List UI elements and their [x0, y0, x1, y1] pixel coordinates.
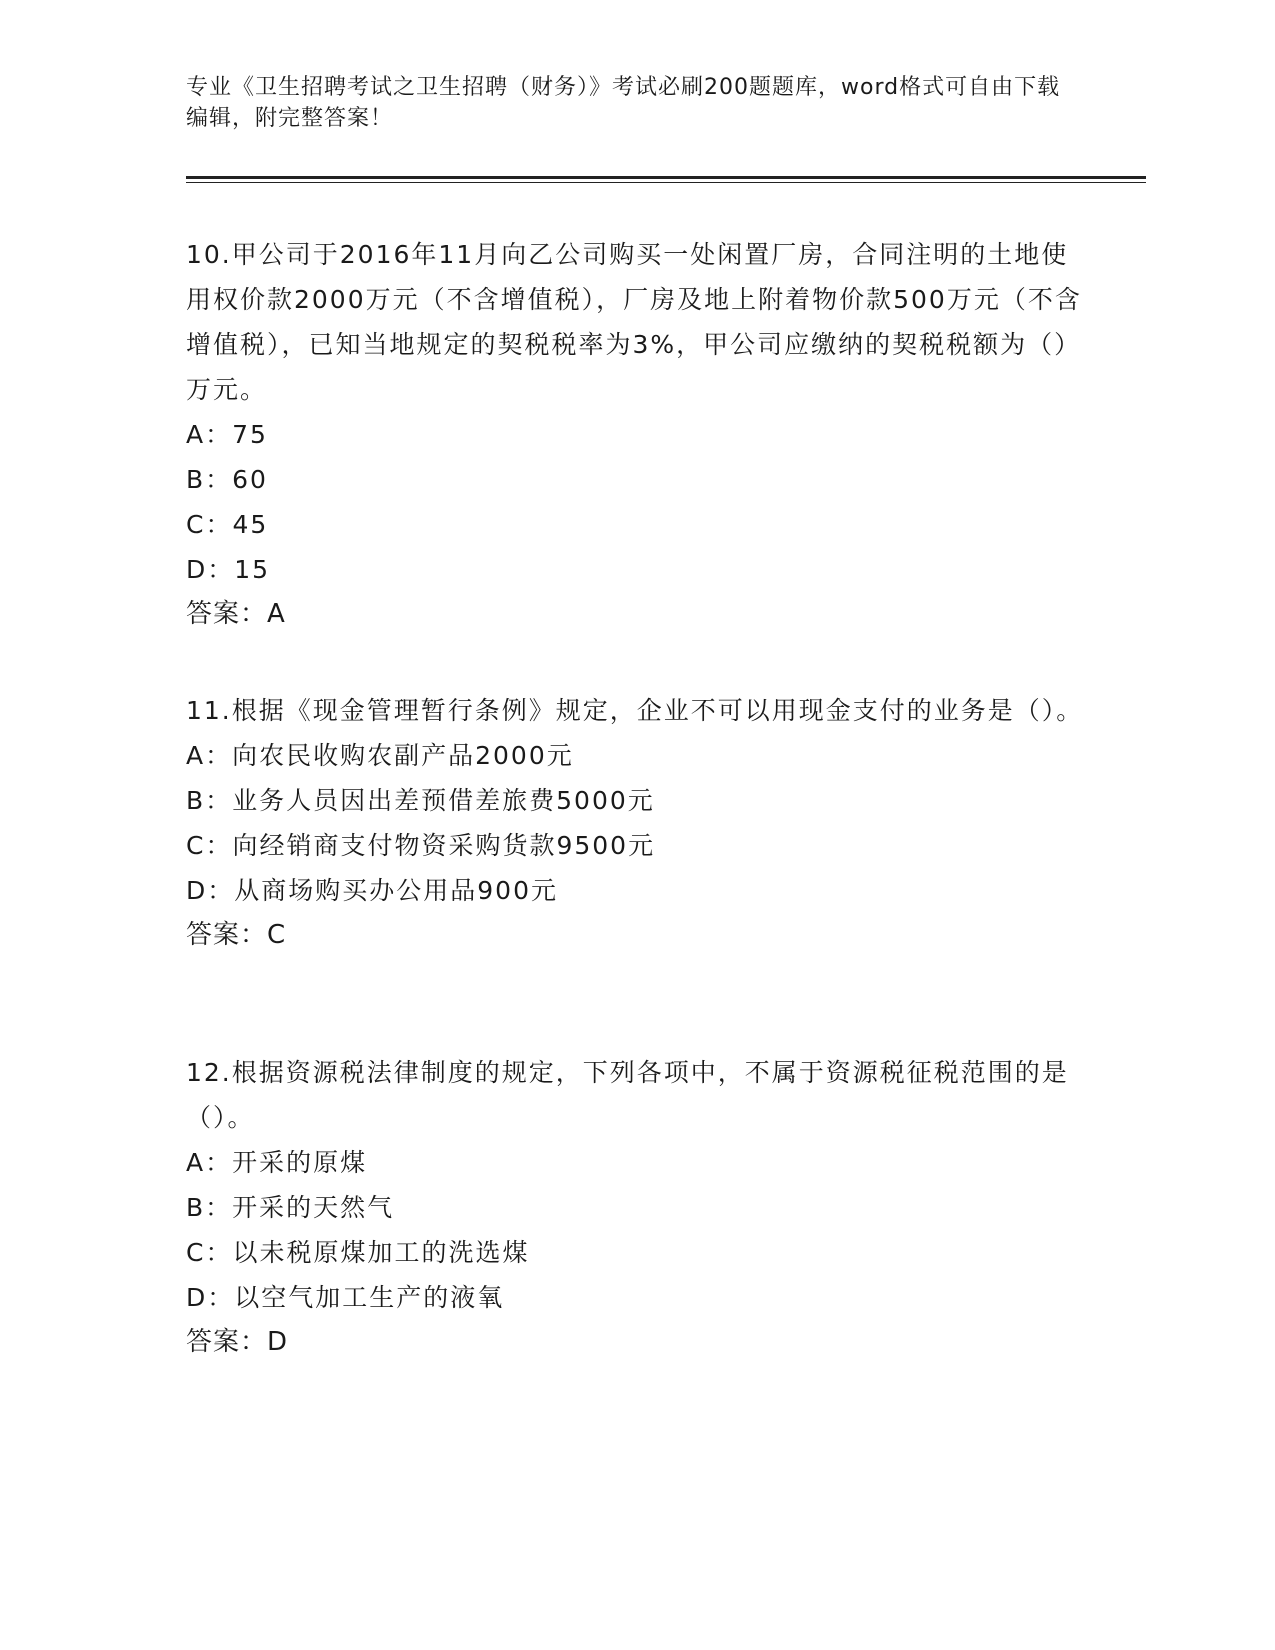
option-c: C：以未税原煤加工的洗选煤	[186, 1238, 530, 1267]
option-d: D：从商场购买办公用品900元	[186, 876, 558, 905]
option-a: A：开采的原煤	[186, 1148, 368, 1177]
option-b: B：业务人员因出差预借差旅费5000元	[186, 786, 655, 815]
question-10	[186, 232, 1086, 637]
header-divider	[186, 176, 1146, 179]
option-a: A：向农民收购农副产品2000元	[186, 741, 574, 770]
option-d: D：以空气加工生产的液氧	[186, 1283, 505, 1312]
option-c: C：45	[186, 510, 269, 539]
answer-line: 答案：A	[186, 599, 286, 629]
option-b: B：60	[186, 465, 268, 494]
header-divider-thin	[186, 182, 1146, 183]
option-b: B：开采的天然气	[186, 1193, 395, 1222]
question-11	[186, 688, 1086, 958]
option-a: A：75	[186, 420, 268, 449]
question-text: 11.根据《现金管理暂行条例》规定，企业不可以用现金支付的业务是（）。	[186, 696, 1084, 725]
document-header: 专业《卫生招聘考试之卫生招聘（财务）》考试必刷200题题库，word格式可自由下载编辑，附完整答案！	[186, 75, 1061, 131]
question-12	[186, 1050, 1086, 1365]
question-text: 12.根据资源税法律制度的规定，下列各项中，不属于资源税征税范围的是（）。	[186, 1058, 1069, 1132]
answer-line: 答案：D	[186, 1327, 289, 1357]
option-d: D：15	[186, 555, 271, 584]
answer-line: 答案：C	[186, 920, 287, 950]
option-c: C：向经销商支付物资采购货款9500元	[186, 831, 656, 860]
question-text: 10.甲公司于2016年11月向乙公司购买一处闲置厂房，合同注明的土地使用权价款2000万元（不含增值税），厂房及地上附着物价款500万元（不含增值税），已知当地规定的契税税率为3%，甲公司应缴纳的契税税额为（）万元。	[186, 240, 1082, 404]
